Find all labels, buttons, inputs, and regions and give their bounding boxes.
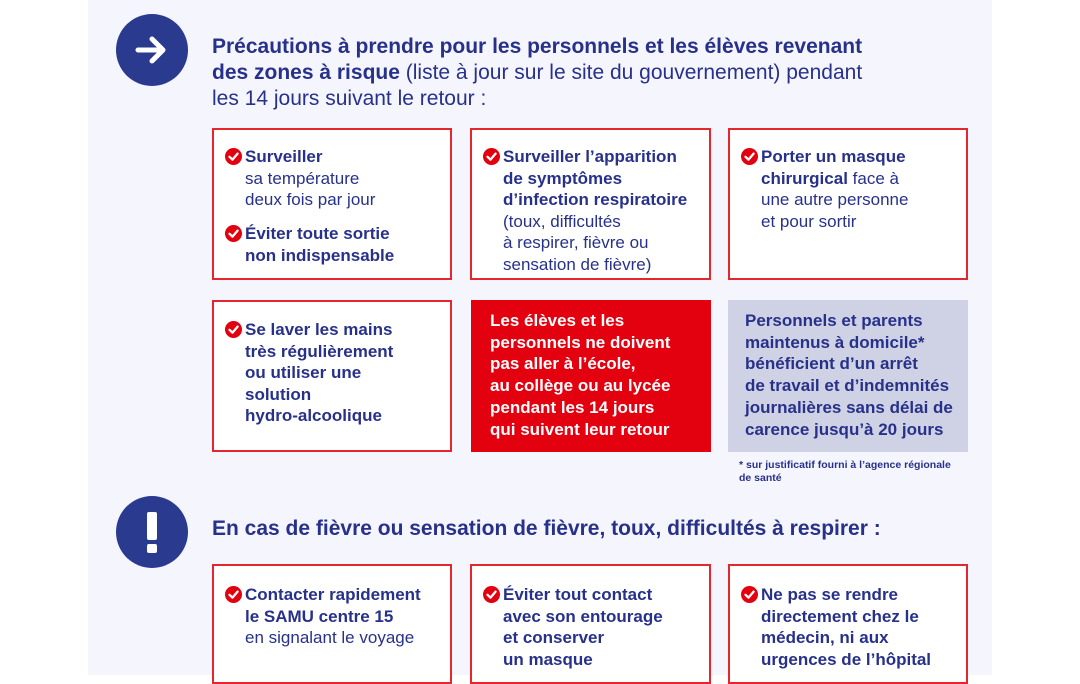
box-handwash <box>212 300 452 452</box>
check-icon <box>225 225 242 242</box>
item-bold: Porter un masque <box>761 147 906 166</box>
footnote: * sur justificatif fourni à l’agence régionale de santé <box>739 459 951 484</box>
sick-leave-box: Personnels et parents maintenus à domicile* bénéficient d’un arrêt de travail et d’indemnités journalières sans délai de carence jusqu’à 20 jours <box>728 300 968 452</box>
box-call-samu <box>212 564 452 684</box>
box-avoid-contact <box>470 564 711 684</box>
item-bold: Ne pas se rendre directement chez le médecin, ni aux urgences de l’hôpital <box>761 585 932 669</box>
item-text: en signalant le voyage <box>245 628 415 647</box>
item-bold: Éviter toute sortie non indispensable <box>245 224 395 265</box>
school-warning-box: Les élèves et les personnels ne doivent pas aller à l’école, au collège ou au lycée pendant les 14 jours qui suivent leur retour <box>471 300 711 452</box>
list-item <box>245 584 421 649</box>
list-item <box>245 223 394 266</box>
list-item <box>761 146 908 232</box>
item-bold: Surveiller l’apparition de symptômes d’infection respiratoire <box>503 147 688 209</box>
item-bold: Contacter rapidement le SAMU centre 15 <box>245 585 421 626</box>
check-icon <box>225 148 242 165</box>
arrow-right-icon <box>116 14 188 86</box>
list-item <box>503 146 687 275</box>
check-icon <box>225 321 242 338</box>
exclamation-icon <box>116 496 188 568</box>
item-text: face à <box>847 168 899 188</box>
check-icon <box>741 148 758 165</box>
list-item <box>503 584 663 670</box>
item-bold: Se laver les mains très régulièrement ou utiliser une solution hydro-alcoolique <box>245 320 394 425</box>
list-item <box>245 319 393 427</box>
section2-heading: En cas de fièvre ou sensation de fièvre, toux, difficultés à respirer : <box>212 517 881 540</box>
check-icon <box>741 586 758 603</box>
section1-heading: Précautions à prendre pour les personnels et les élèves revenant des zones à risque (liste à jour sur le site du gouvernement) pendant les 14 jours suivant le retour : <box>212 35 863 110</box>
box-temperature <box>212 128 452 280</box>
item-bold: chirurgical <box>761 168 848 188</box>
list-item <box>761 584 931 670</box>
check-icon <box>225 586 242 603</box>
box-no-doctor <box>728 564 968 684</box>
box-symptoms <box>470 128 711 280</box>
check-icon <box>483 586 500 603</box>
item-bold: Éviter tout contact avec son entourage et conserver un masque <box>503 585 663 669</box>
item-text: une autre personne et pour sortir <box>761 190 909 231</box>
item-text: sa température deux fois par jour <box>245 168 376 209</box>
list-item <box>245 146 375 211</box>
box-mask <box>728 128 968 280</box>
item-bold: Surveiller <box>245 147 323 166</box>
item-text: (toux, difficultés à respirer, fièvre ou sensation de fièvre) <box>503 211 652 274</box>
check-icon <box>483 148 500 165</box>
